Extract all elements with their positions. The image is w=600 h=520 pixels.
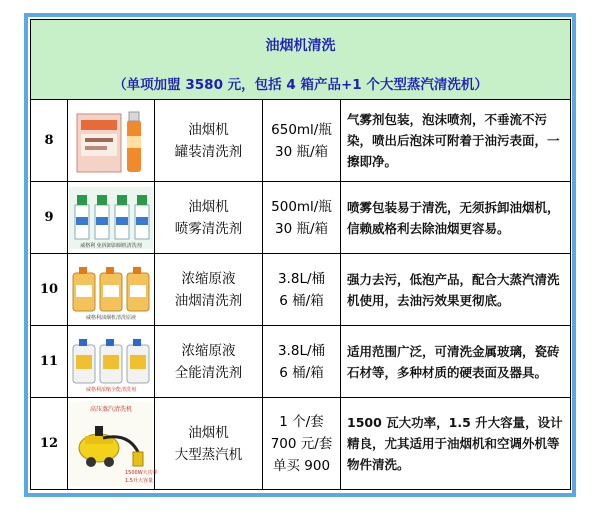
product-table — [30, 19, 571, 490]
table-subtitle: （单项加盟 3580 元，包括 4 箱产品+1 个大型蒸汽清洗机） — [113, 76, 488, 93]
image-caption: 1.5升大容量 — [125, 477, 153, 484]
row-number: 10 — [31, 254, 68, 326]
product-spec-line: 30 瓶/箱 — [274, 220, 329, 237]
product-image — [68, 398, 158, 490]
product-image — [68, 254, 155, 326]
image-caption: 高压蒸汽清洗机 — [89, 405, 133, 413]
row-number: 11 — [31, 326, 68, 398]
product-spec-line: 1 个/套 — [279, 413, 324, 430]
product-spec — [263, 182, 341, 254]
image-caption: 威格利油烟机清洗原液 — [85, 314, 137, 321]
product-name-line: 油烟机 — [188, 424, 229, 441]
steam-cleaner-product-icon — [69, 402, 158, 486]
product-name-line: 油烟机 — [188, 121, 229, 138]
product-name — [155, 100, 263, 182]
product-name-line: 罐装清洗剂 — [174, 143, 243, 160]
product-spec-line: 3.8L/桶 — [277, 342, 326, 359]
table-title: 油烟机清洗 — [265, 37, 336, 54]
row-number: 12 — [31, 398, 68, 490]
jug-orange-product-icon — [69, 259, 153, 321]
product-spec-line: 30 瓶/箱 — [274, 143, 329, 160]
product-description: 强力去污，低泡产品，配合大蒸汽清洗机使用，去油污效果更彻底。 — [341, 254, 571, 326]
product-table-frame — [24, 13, 576, 497]
product-description: 喷雾包装易于清洗，无须拆卸油烟机，信赖威格利去除油烟更容易。 — [341, 182, 571, 254]
product-spec-line: 单买 900 — [272, 457, 331, 474]
spray-bottles-product-icon — [69, 187, 153, 249]
product-spec-line: 500ml/瓶 — [271, 198, 332, 215]
product-image — [68, 326, 155, 398]
product-name-line: 浓缩原液 — [181, 342, 236, 359]
product-description: 适用范围广泛，可清洗金属玻璃，瓷砖石材等，多种材质的硬表面及器具。 — [341, 326, 571, 398]
product-name — [155, 182, 263, 254]
product-name-line: 喷雾清洗剂 — [174, 220, 243, 237]
image-caption: 1500W大功率 — [125, 469, 158, 476]
product-spec — [263, 398, 341, 490]
table-header — [31, 20, 571, 100]
table-row — [31, 254, 571, 326]
table-row — [31, 398, 571, 490]
spray-can-product-icon — [75, 106, 147, 176]
product-description: 气雾剂包装，泡沫喷剂，不垂流不污染，喷出后泡沫可附着于油污表面，一擦即净。 — [341, 100, 571, 182]
product-name-line: 油烟机 — [188, 198, 229, 215]
product-spec-line: 650ml/瓶 — [271, 121, 332, 138]
product-name — [155, 398, 263, 490]
product-spec-line: 3.8L/桶 — [277, 270, 326, 287]
image-caption: 威格利浓缩全能清洗剂 — [85, 386, 137, 393]
product-name — [155, 326, 263, 398]
table-row — [31, 100, 571, 182]
product-spec-line: 6 桶/箱 — [279, 364, 324, 381]
jug-blue-product-icon — [69, 331, 153, 393]
product-name — [155, 254, 263, 326]
product-name-line: 浓缩原液 — [181, 270, 236, 287]
image-caption: 威格利 免拆卸油烟机清洗剂 — [80, 242, 142, 249]
product-name-line: 油烟清洗剂 — [174, 292, 243, 309]
product-spec-line: 6 桶/箱 — [279, 292, 324, 309]
product-spec-line: 700 元/套 — [270, 435, 333, 452]
table-row — [31, 182, 571, 254]
product-name-line: 全能清洗剂 — [174, 364, 243, 381]
product-spec — [263, 100, 341, 182]
product-spec — [263, 326, 341, 398]
product-spec — [263, 254, 341, 326]
table-row — [31, 326, 571, 398]
product-image — [68, 182, 155, 254]
product-description: 1500 瓦大功率，1.5 升大容量，设计精良，尤其适用于油烟机和空调外机等物件清洗。 — [341, 398, 571, 490]
row-number: 9 — [31, 182, 68, 254]
row-number: 8 — [31, 100, 68, 182]
product-image — [68, 100, 155, 182]
product-name-line: 大型蒸汽机 — [174, 446, 243, 463]
